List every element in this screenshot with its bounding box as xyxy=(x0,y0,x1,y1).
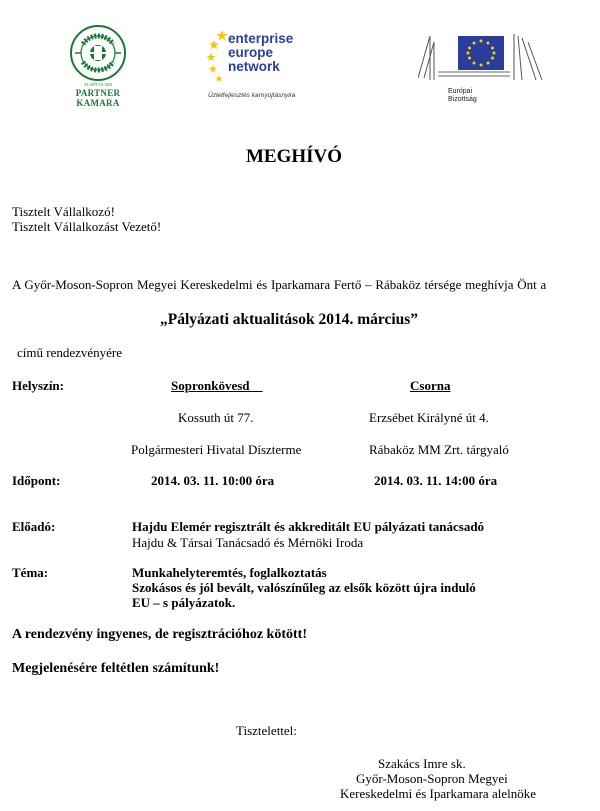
eu-line2: Bizottság xyxy=(448,96,477,103)
time-1: 2014. 03. 11. 10:00 óra xyxy=(151,473,275,488)
time-2: 2014. 03. 11. 14:00 óra xyxy=(374,473,498,488)
speaker-organization: Hajdu & Társai Tanácsadó és Mérnöki Iroda xyxy=(132,535,364,550)
een-line3: network xyxy=(228,59,280,74)
closing: Tisztelettel: xyxy=(236,723,297,738)
greeting-line-1: Tisztelt Vállalkozó! xyxy=(12,204,115,219)
location-2-city: Csorna xyxy=(410,378,451,393)
location-1-city xyxy=(171,378,263,394)
event-suffix: című rendezvényére xyxy=(17,345,123,360)
partner-kamara-logo xyxy=(58,24,138,108)
eu-commission-logo xyxy=(418,28,548,108)
location-1-venue: Polgármesteri Hivatal Díszterme xyxy=(131,442,302,457)
signer-organization-2: Kereskedelmi és Iparkamara alelnöke xyxy=(340,786,536,801)
event-title: „Pályázati aktualitások 2014. március” xyxy=(160,311,419,328)
partner-kamara-label: PARTNER KAMARA xyxy=(75,88,121,108)
partner-kamara-seal-icon xyxy=(69,24,127,82)
speaker-name: Hajdu Elemér regisztrált és akkreditált EU pályázati tanácsadó xyxy=(132,519,485,534)
topic-line-3: EU – s pályázatok. xyxy=(132,595,236,610)
location-label: Helyszín: xyxy=(12,378,64,393)
topic-line-2: Szokásos és jól bevált, valószínűleg az elsők között újra induló xyxy=(132,580,476,595)
een-line1: enterprise xyxy=(228,31,294,46)
greeting-line-2: Tisztelt Vállalkozást Vezető! xyxy=(12,219,162,234)
document-title: MEGHÍVÓ xyxy=(246,146,343,167)
attendance-note: Megjelenésére feltétlen számítunk! xyxy=(12,661,220,676)
topic-label: Téma: xyxy=(12,565,49,580)
location-2-venue: Rábaköz MM Zrt. tárgyaló xyxy=(369,442,509,457)
partner-kamara-founded: ALAPÍTVA 1850 xyxy=(83,82,113,87)
eu-line1: Európai xyxy=(448,88,473,95)
free-registration-note: A rendezvény ingyenes, de regisztrációhoz kötött! xyxy=(12,627,307,642)
signer-name: Szakács Imre sk. xyxy=(378,756,466,771)
een-line2: europe xyxy=(228,45,274,60)
time-label: Időpont: xyxy=(12,473,61,488)
eu-commission-flag-building-icon xyxy=(418,28,548,86)
eu-commission-label xyxy=(448,88,477,104)
location-1-city-text: Sopronkövesd xyxy=(171,378,250,393)
location-2-address: Erzsébet Királyné út 4. xyxy=(369,410,489,425)
een-stars-icon xyxy=(206,28,230,88)
topic-line-1: Munkahelyteremtés, foglalkoztatás xyxy=(132,565,327,580)
een-subtitle: Üzletfejlesztés karnyújtásnyira xyxy=(208,92,296,99)
een-wordmark xyxy=(228,32,293,74)
logo-header xyxy=(0,18,600,118)
location-1-address: Kossuth út 77. xyxy=(178,410,254,425)
intro-text: A Győr-Moson-Sopron Megyei Kereskedelmi és Iparkamara Fertő – Rábaköz térsége meghívja Önt a xyxy=(12,277,547,292)
speaker-label: Előadó: xyxy=(12,519,56,534)
signer-organization-1: Győr-Moson-Sopron Megyei xyxy=(356,771,508,786)
